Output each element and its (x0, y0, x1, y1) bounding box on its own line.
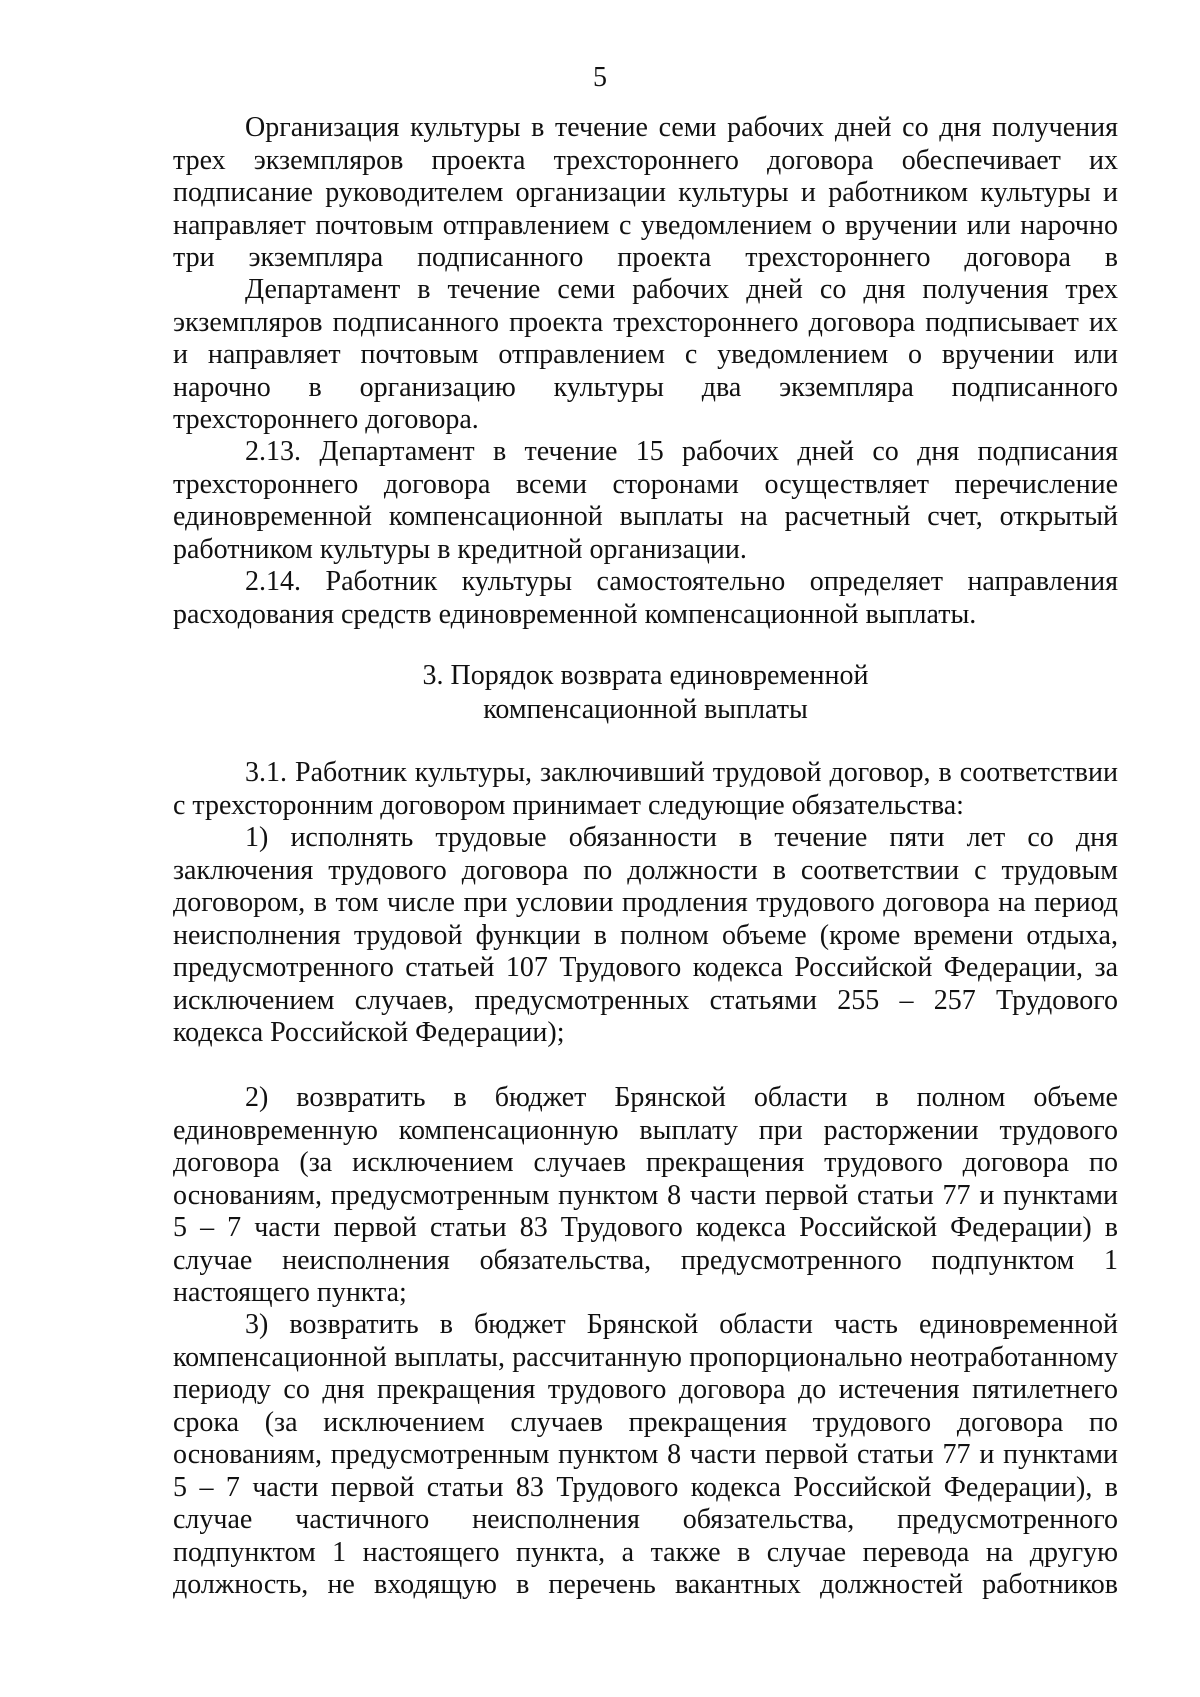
paragraph-3-1-item-3: 3) возвратить в бюджет Брянской области часть единовременной компенсационной выплаты, рассчитанную пропорционально неотработанному периоду со дня прекращения трудового договора до истечения пятилетнего срока (за исключением случаев прекращения трудового договора по основаниям, предусмотренным пунктом 8 части первой статьи 77 и пунктами 5 – 7 части первой статьи 83 Трудового кодекса Российской Федерации), в случае частичного неисполнения обязательства, предусмотренного подпунктом 1 настоящего пункта, а также в случае перевода на другую должность, не входящую в перечень вакантных должностей работников (173, 1309, 1118, 1600)
section-title-line-2: компенсационной выплаты (483, 694, 808, 725)
paragraph-2-13: 2.13. Департамент в течение 15 рабочих дней со дня подписания трехстороннего договора всеми сторонами осуществляет перечисление единовременной компенсационной выплаты на расчетный счет, открытый работником культуры в кредитной организации. (173, 436, 1118, 565)
page-number: 5 (593, 62, 607, 93)
paragraph-department-signing: Департамент в течение семи рабочих дней со дня получения трех экземпляров подписанного проекта трехстороннего договора подписывает их и направляет почтовым отправлением с уведомлением о вручении или нарочно в организацию культуры два экземпляра подписанного трехстороннего договора. (173, 274, 1118, 435)
section-title-line-1: 3. Порядок возврата единовременной (422, 660, 869, 691)
document-body (173, 112, 1118, 1601)
paragraph-3-1-item-1: 1) исполнять трудовые обязанности в течение пяти лет со дня заключения трудового договора по должности в соответствии с трудовым договором, в том числе при условии продления трудового договора на период неисполнения трудовой функции в полном объеме (кроме времени отдыха, предусмотренного статьей 107 Трудового кодекса Российской Федерации, за исключением случаев, предусмотренных статьями 255 – 257 Трудового кодекса Российской Федерации); (173, 822, 1118, 1048)
section-title (173, 659, 1118, 727)
paragraph-3-1-item-2: 2) возвратить в бюджет Брянской области в полном объеме единовременную компенсационную выплату при расторжении трудового договора (за исключением случаев прекращения трудового договора по основаниям, предусмотренным пунктом 8 части первой статьи 77 и пунктами 5 – 7 части первой статьи 83 Трудового кодекса Российской Федерации) в случае неисполнения обязательства, предусмотренного подпунктом 1 настоящего пункта; (173, 1082, 1118, 1308)
paragraph-3-1: 3.1. Работник культуры, заключивший трудовой договор, в соответствии с трехсторонним договором принимает следующие обязательства: (173, 757, 1118, 821)
paragraph-2-14: 2.14. Работник культуры самостоятельно определяет направления расходования средств единовременной компенсационной выплаты. (173, 566, 1118, 630)
paragraph-culture-org-signing: Организация культуры в течение семи рабочих дней со дня получения трех экземпляров проекта трехстороннего договора обеспечивает их подписание руководителем организации культуры и работником культуры и направляет почтовым отправлением с уведомлением о вручении или нарочно три экземпляра подписанного проекта трехстороннего договора в (173, 112, 1118, 273)
